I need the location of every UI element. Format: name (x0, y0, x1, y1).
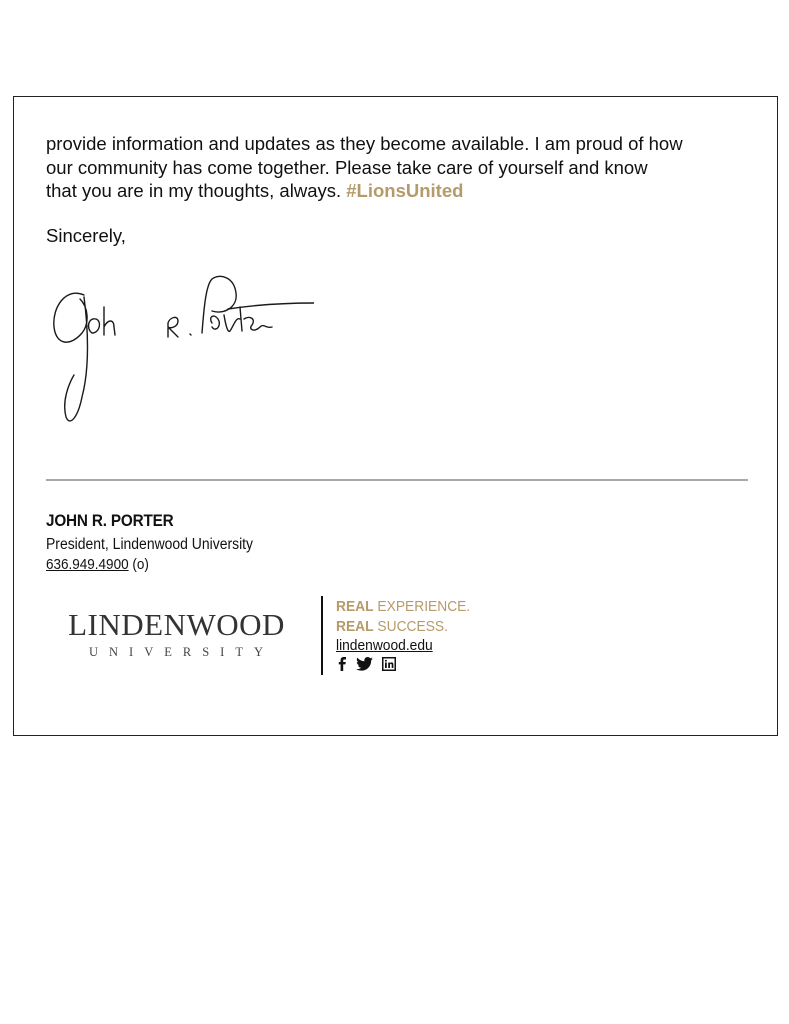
sender-phone (46, 556, 149, 573)
handwritten-signature (44, 267, 314, 432)
sender-title: President, Lindenwood University (46, 536, 254, 553)
social-links (338, 657, 396, 671)
linkedin-icon[interactable] (382, 657, 396, 671)
twitter-icon[interactable] (356, 657, 373, 671)
phone-link[interactable]: 636.949.4900 (46, 556, 129, 573)
tagline-line-1-rest: EXPERIENCE. (377, 598, 471, 615)
letter-line-2: our community has come together. Please take care of yourself and know (46, 156, 648, 178)
signature-divider (46, 479, 748, 481)
lindenwood-logo (54, 607, 299, 660)
vertical-separator (321, 596, 323, 675)
website-link[interactable]: lindenwood.edu (336, 637, 433, 654)
tagline-line-2 (336, 617, 470, 637)
tagline (336, 597, 470, 636)
letter-page (13, 96, 778, 736)
facebook-icon[interactable] (338, 657, 347, 671)
letter-line-3: that you are in my thoughts, always. (46, 180, 342, 201)
letter-line-1: provide information and updates as they become available. I am proud of how (46, 133, 683, 154)
tagline-line-2-bold: REAL (336, 617, 374, 635)
closing: Sincerely, (46, 225, 126, 246)
tagline-line-1 (336, 597, 470, 617)
hashtag: #LionsUnited (346, 180, 464, 201)
logo-name: LINDENWOOD (68, 607, 285, 642)
tagline-line-2-rest: SUCCESS. (377, 617, 448, 635)
sender-name: JOHN R. PORTER (46, 511, 174, 530)
tagline-line-1-bold: REAL (336, 598, 374, 615)
phone-suffix: (o) (132, 556, 149, 573)
logo-subtitle: UNIVERSITY (89, 645, 274, 659)
letter-body (46, 132, 766, 203)
